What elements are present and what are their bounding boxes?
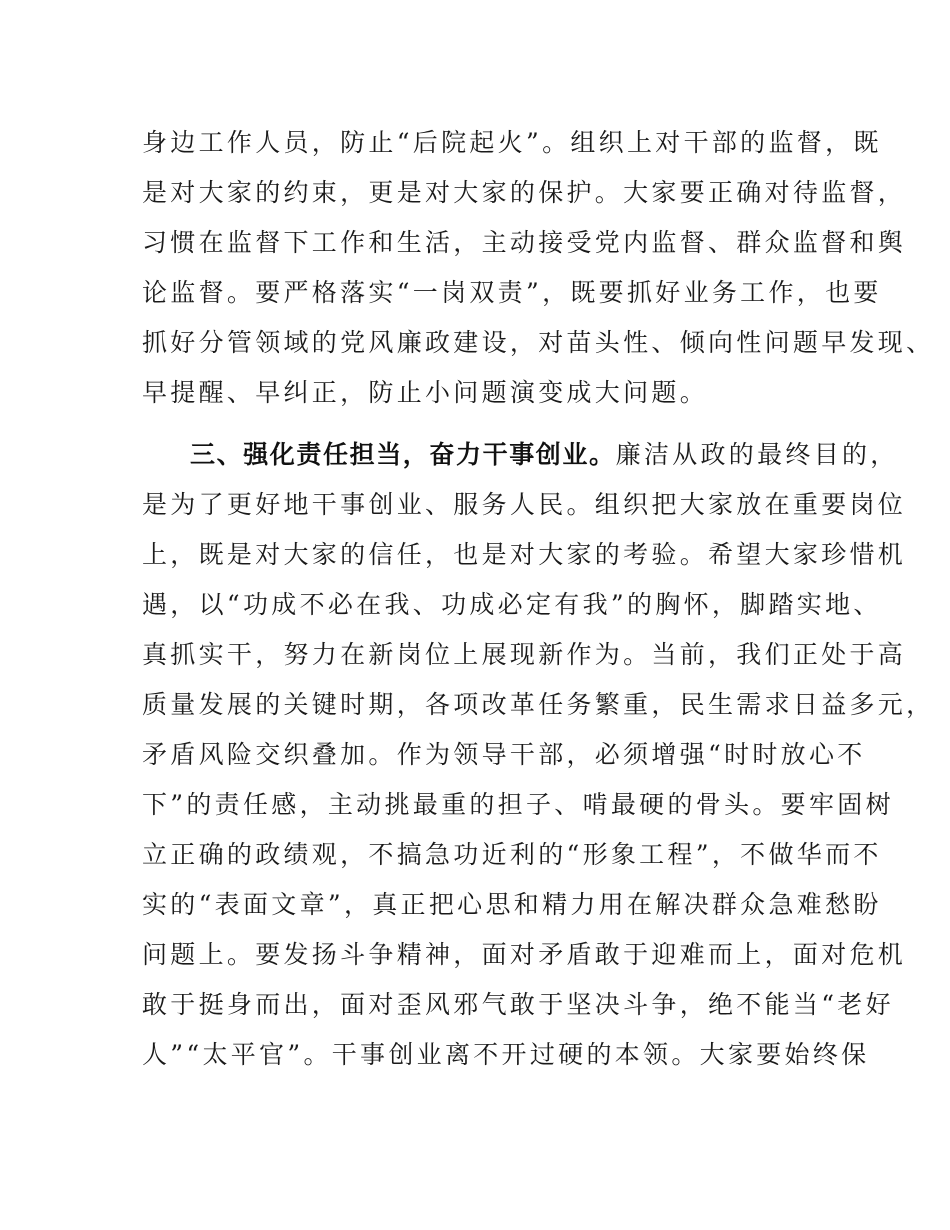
section-3-line-10: 实的“表面文章”，真正把心思和精力用在解决群众急难愁盼 [142,890,882,919]
section-3-line-12: 敢于挺身而出，面对歪风邪气敢于坚决斗争，绝不能当“老好 [142,990,894,1019]
section-3-heading: 三、强化责任担当，奋力干事创业。 [190,440,616,469]
section-3-line-8: 下”的责任感，主动挑最重的担子、啃最硬的骨头。要牢固树 [142,790,894,819]
section-3-line-2: 是为了更好地干事创业、服务人民。组织把大家放在重要岗位 [142,490,907,519]
paragraph-1-line-1: 身边工作人员，防止“后院起火”。组织上对干部的监督，既 [142,128,882,157]
paragraph-1-line-3: 习惯在监督下工作和生活，主动接受党内监督、群众监督和舆 [142,228,907,257]
section-3-line-11: 问题上。要发扬斗争精神，面对矛盾敢于迎难而上，面对危机 [142,940,907,969]
section-3-first-line-text: 廉洁从政的最终目的， [615,440,899,469]
section-3-line-9: 立正确的政绩观，不搞急功近利的“形象工程”，不做华而不 [142,840,882,869]
paragraph-1-line-5: 抓好分管领域的党风廉政建设，对苗头性、倾向性问题早发现、 [142,328,935,357]
section-3-first-line [190,440,899,470]
section-3-line-6: 质量发展的关键时期，各项改革任务繁重，民生需求日益多元， [142,690,935,719]
section-3-line-13: 人”“太平官”。干事创业离不开过硬的本领。大家要始终保 [142,1040,870,1069]
paragraph-1-line-6: 早提醒、早纠正，防止小问题演变成大问题。 [142,378,709,407]
section-3-line-3: 上，既是对大家的信任，也是对大家的考验。希望大家珍惜机 [142,540,907,569]
section-3-line-7: 矛盾风险交织叠加。作为领导干部，必须增强“时时放心不 [142,740,866,769]
section-3-line-4: 遇，以“功成不必在我、功成必定有我”的胸怀，脚踏实地、 [142,590,882,619]
paragraph-1-line-4: 论监督。要严格落实“一岗双责”，既要抓好业务工作，也要 [142,278,882,307]
paragraph-1-line-2: 是对大家的约束，更是对大家的保护。大家要正确对待监督， [142,178,907,207]
section-3-line-5: 真抓实干，努力在新岗位上展现新作为。当前，我们正处于高 [142,640,907,669]
